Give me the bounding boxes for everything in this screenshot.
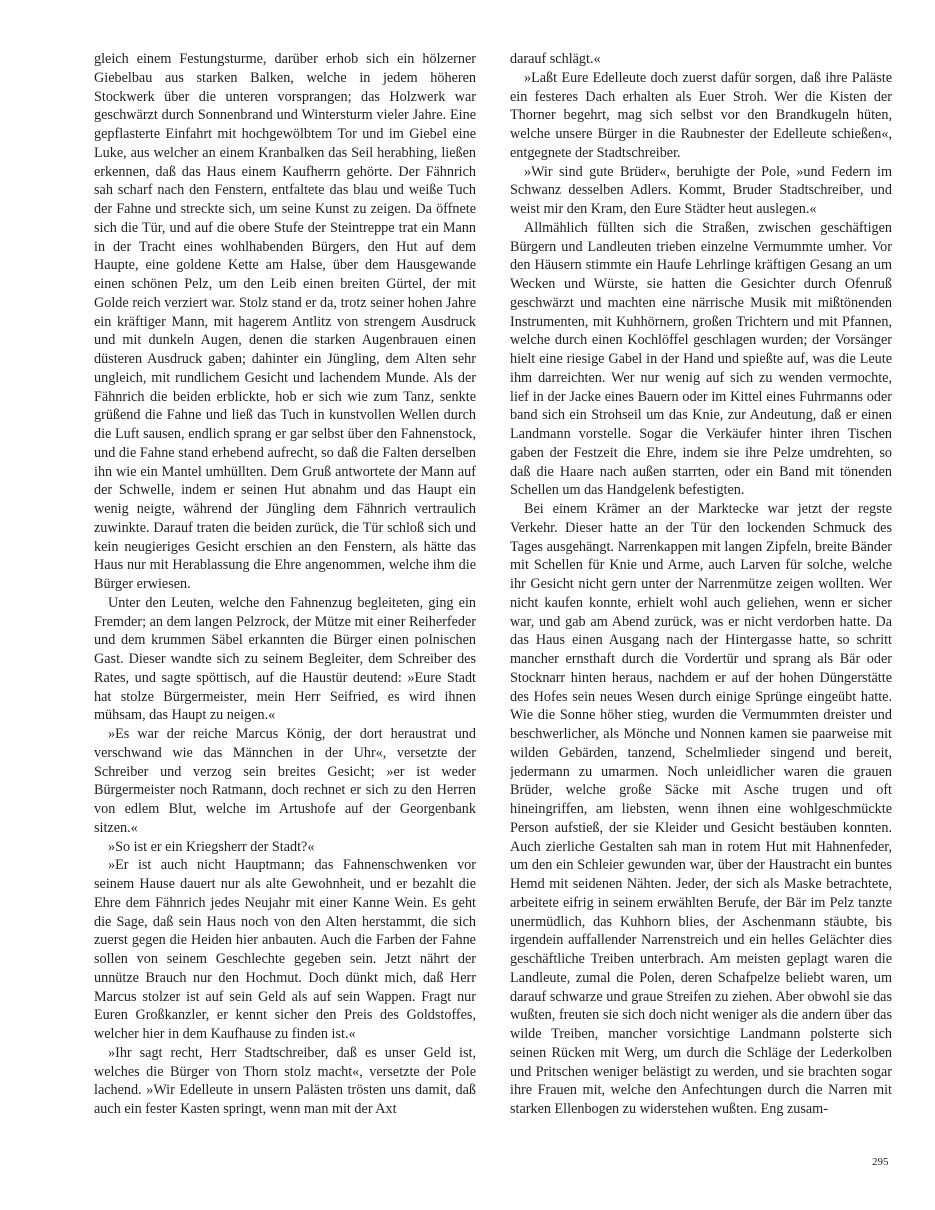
paragraph: »Er ist auch nicht Hauptmann; das Fahnenschwenken vor seinem Hause dauert nur als alte Gewohnheit, und er bezahlt die Ehre dem Fähnrich jedes Neujahr mit einer Kanne Wein. Es geht die Sage, daß sein Haus noch von den Alten herstammt, die sich zuerst gegen die Heiden hier anbauten. Auch die Farben der Fahne sollen von seinem Geschlechte gegeben sein. Jetzt nährt der unnütze Brauch nur den Hochmut. Doch dünkt mich, daß Herr Marcus stolzer ist auf sein Geld als auf sein Wappen. Fragt nur Euren Großkanzler, er kennt sicher den Preis des Goldstoffes, welcher hier in dem Kaufhause zu finden ist.« [94,857,476,1042]
paragraph: »Laßt Eure Edelleute doch zuerst dafür sorgen, daß ihre Paläste ein festeres Dach erhalten als Euer Stroh. Wer die Kisten der Thorner begehrt, mag sich selbst vor den Brandkugeln hüten, welche unsere Bürger in die Raubnester der Edelleute schießen«, entgegnete der Stadtschreiber. [510,69,892,161]
paragraph: Allmählich füllten sich die Straßen, zwischen geschäftigen Bürgern und Landleuten trieben einzelne Vermummte umher. Vor den Häusern stimmte ein Haufe Lehrlinge kräftigen Gesang an um Wecken und Würste, sie hatten die Gesichter durch Ofenruß geschwärzt und machten eine närrische Musik mit mißtönenden Instrumenten, mit Kuhhörnern, großen Trichtern und mit Pfannen, welche durch einen Kochlöffel geschlagen wurden; der Vorsänger hielt eine riesige Gabel in der Hand und spießte auf, was die Leute ihm darreichten. Wer nur wenig auf sich zu wenden vermochte, lief in der Jacke eines Bauern oder im Kittel eines Fuhrmanns oder band sich ein Strohseil um das Knie, zur Andeutung, daß er einen Landmann vorstelle. Sogar die Verkäufer hinter ihren Tischen gaben der Festzeit die Ehre, indem sie ihre Pelze umdrehten, so daß die Haare nach außen starrten, oder ein Band mit tönenden Schellen um das Handgelenk befestigten. [510,219,892,499]
paragraph: Unter den Leuten, welche den Fahnenzug begleiteten, ging ein Fremder; an dem langen Pelzrock, der Mütze mit einer Reiherfeder und dem krummen Säbel erkannten die Bürger einen polnischen Gast. Dieser wandte sich zu seinem Begleiter, dem Schreiber des Rates, und sagte spöttisch, auf die Haustür deutend: »Eure Stadt hat stolze Bürgermeister, mein Herr Seifried, es wird ihnen mühsam, das Haupt zu neigen.« [94,594,476,724]
right-text-column [510,50,892,1119]
paragraph: »Es war der reiche Marcus König, der dort heraustrat und verschwand wie das Männchen in der Uhr«, versetzte der Schreiber und verzog sein breites Gesicht; »er ist weder Bürgermeister noch Ratmann, doch rechnet er sich zu den Herren von edlem Blut, welche im Artushofe auf der Georgenbank sitzen.« [94,726,476,836]
paragraph: Bei einem Krämer an der Marktecke war jetzt der regste Verkehr. Dieser hatte an der Tür den lockenden Schmuck des Tages ausgehängt. Narrenkappen mit langen Zipfeln, breite Bänder mit Schellen für Knie und Arme, auch Larven für solche, welche ihr Gesicht nicht gern unter der Narrenmütze zeigen wollten. Wer nicht kaufen konnte, erhielt wohl auch geliehen, wenn er sicher war, und gab am Abend zurück, was er nicht verdorben hatte. Da das Haus einen Ausgang nach der Hintergasse hatte, so schritt mancher ernsthaft durch die Vordertür und sprang als Bär oder Stocknarr hinten heraus, nachdem er auf der hohen Düngerstätte des Hofes sein neues Wesen durch einige Sprünge eingeübt hatte. Wie die Sonne höher stieg, wurden die Vermummten dreister und beschwerlicher, als Mönche und Nonnen kamen sie paarweise mit wilden Gebärden, tanzend, Schelmlieder singend und bereit, jedermann zu umarmen. Noch unleidlicher waren die grauen Brüder, welche große Säcke mit Asche trugen und oft hineingriffen, am liebsten, wenn ihnen eine wohlgeschmückte Person aufstieß, der sie Kleider und Gesicht bestäuben konnten. Auch zierliche Gestalten sah man in rotem Hut mit Hahnenfeder, um den ein Schleier gewunden war, über der Haustracht ein buntes Hemd mit seidenen Nähten. Jeder, der sich als Maske betrachtete, arbeitete eifrig in seinem erwählten Berufe, der Bär im Pelz tanzte unermüdlich, das Kuhhorn blies, der Aschenmann stäubte, bis irgendein auffallender Narrenstreich und ein helles Gelächter dies geschäftliche Treiben unterbrach. Am meisten geplagt waren die Landleute, zumal die Polen, deren Schafpelze beliebt waren, um darauf schwarze und graue Streifen zu ziehen. Aber obwohl sie das wußten, freuten sie sich doch nicht weniger als die andern über das wilde Treiben, mancher vorsichtige Landmann polsterte sich seinen Rücken mit Werg, um durch die Schläge der Lederkolben und Pritschen weniger belästigt zu werden, und sie brachten sogar ihre Frauen mit, welche den Anfechtungen durch die Narren mit starken Ellenbogen zu widerstehen wußten. Eng zusam- [510,501,892,1117]
page-number: 295 [872,1156,889,1168]
paragraph: »So ist er ein Kriegsherr der Stadt?« [108,838,315,855]
paragraph: gleich einem Festungsturme, darüber erhob sich ein hölzerner Giebelbau aus starken Balken, welche in jedem höheren Stockwerk über die unteren vorsprangen; das Holzwerk war geschwärzt durch Sonnenbrand und Wintersturm vieler Jahre. Eine gepflasterte Einfahrt mit hochgewölbtem Tor und im Giebel eine Luke, aus welcher an einem Kranbalken das Seil herabhing, ließen erkennen, daß das Haus einem Kaufherrn gehörte. Der Fähnrich sah scharf nach den Fenstern, entfaltete das blau und weiße Tuch der Fahne und streckte sich, um seine Kunst zu zeigen. Da öffnete sich die Tür, und auf die obere Stufe der Steintreppe trat ein Mann in der Tracht eines wohlhabenden Bürgers, den Hut auf dem Haupte, eine goldene Kette am Halse, über dem Hausgewande einen schönen Pelz, um den Leib einen breiten Gürtel, der mit Golde reich verziert war. Stolz stand er da, trotz seiner hohen Jahre ein kräftiger Mann, mit hagerem Antlitz von strengem Ausdruck und mit dunkeln Augen, denen die starken Augenbrauen einen düsteren Ausdruck gaben; dahinter ein Jüngling, dem Alten sehr ungleich, mit rundlichem Gesicht und lachendem Munde. Als der Fähnrich die beiden erblickte, hob er sich wie zum Tanz, senkte grüßend die Fahne und ließ das Tuch in kunstvollen Wellen durch die Luft sausen, endlich sprang er gar selbst über den Fahnenstock, und die Fahne stand erhebend aufrecht, so daß die Falten derselben ihn wie ein Mantel umhüllten. Dem Gruß antwortete der Mann auf der Schwelle, indem er seinen Hut abnahm und das Haupt ein wenig neigte, während der Jüngling dem Fähnrich vertraulich zuwinkte. Darauf traten die beiden zurück, die Tür schloß sich und kein neugieriges Gesicht erschien an den Fenstern, als hätte das Haus nur mit Herablassung die Ehre angenommen, welche ihm die Bürger erwiesen. [94,51,476,592]
paragraph: »Ihr sagt recht, Herr Stadtschreiber, daß es unser Geld ist, welches die Bürger von Thorn stolz macht«, versetzte der Pole lachend. »Wir Edelleute in unsern Palästen trösten uns damit, daß auch ein fester Kasten springt, wenn man mit der Axt [94,1044,476,1117]
paragraph: »Wir sind gute Brüder«, beruhigte der Pole, »und Federn im Schwanz desselben Adlers. Kommt, Bruder Stadtschreiber, und weist mir den Kram, den Eure Städter heut auslegen.« [510,163,892,217]
left-text-column [94,50,476,1119]
paragraph: darauf schlägt.« [510,51,601,67]
